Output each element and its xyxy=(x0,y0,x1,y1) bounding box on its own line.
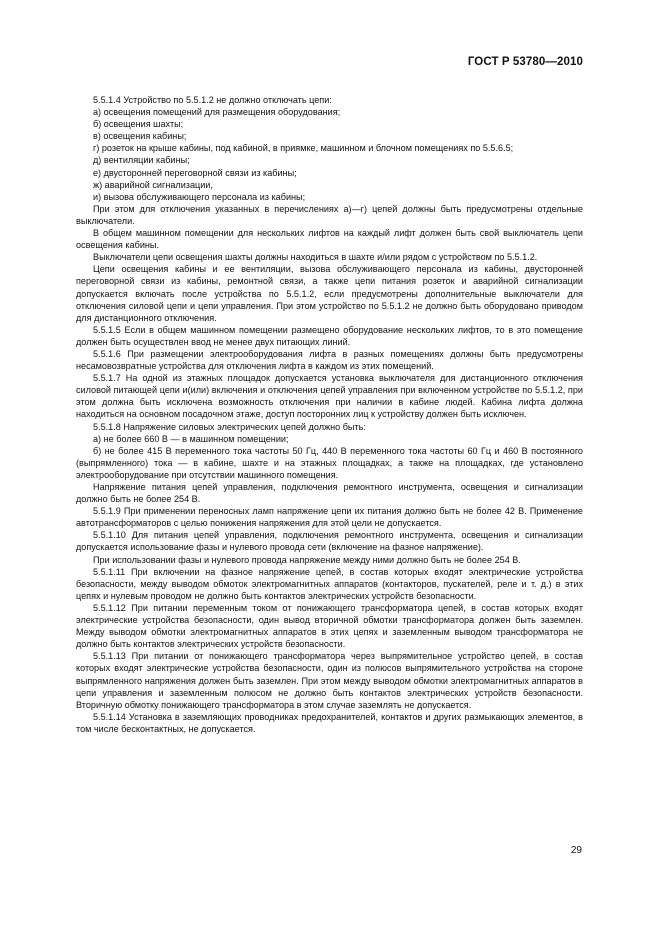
paragraph: При этом для отключения указанных в перечислениях а)—г) цепей должны быть предусмотрены отдельные выключатели. xyxy=(76,203,583,226)
paragraph: е) двусторонней переговорной связи из кабины; xyxy=(93,167,297,178)
paragraph: 5.5.1.5 Если в общем машинном помещении размещено оборудование нескольких лифтов, то в это помещение должен быть осуществлен ввод не менее двух питающих линий. xyxy=(76,324,583,347)
document-id-header: ГОСТ Р 53780—2010 xyxy=(467,56,583,68)
paragraph: 5.5.1.12 При питании переменным током от понижающего трансформатора цепей, в состав которых входят электрические устройства безопасности, один вывод вторичной обмотки трансформатора должен быть заземлен. Между выводом обмотки электромагнитных аппаратов в этих цепях и заземленным выводом трансформатора не должно быть контактов электрических устройств безопасности. xyxy=(76,602,583,650)
paragraph: 5.5.1.9 При применении переносных ламп напряжение цепи их питания должно быть не более 42 В. Применение автотрансформаторов с целью понижения напряжения для этой цели не допускается. xyxy=(76,506,583,529)
paragraph: Цепи освещения кабины и ее вентиляции, вызова обслуживающего персонала из кабины, двусторонней переговорной связи из кабины, ремонтной связи, а также цепи питания розеток и аварийной сигнализации допускается включать после устройства по 5.5.1.2, если предусмотрены дополнительные выключатели для отключения силовой цепи и цепи управления. При этом устройство по 5.5.1.2 не должно быть оборудовано приводом для дистанционного отключения. xyxy=(76,264,583,323)
paragraph: Напряжение питания цепей управления, подключения ремонтного инструмента, освещения и сигнализации должно быть не более 254 В. xyxy=(76,482,583,505)
paragraph: 5.5.1.6 При размещении электрооборудования лифта в разных помещениях должны быть предусмотрены несамовозвратные устройства для отключения лифта в каждом из этих помещений. xyxy=(76,348,583,372)
paragraph: 5.5.1.10 Для питания цепей управления, подключения ремонтного инструмента, освещения и сигнализации допускается использование фазы и нулевого провода сети (включение на фазное напряжение). xyxy=(76,530,583,553)
paragraph: а) не более 660 В — в машинном помещении; xyxy=(93,433,289,444)
paragraph: в) освещения кабины; xyxy=(93,131,187,142)
paragraph: 5.5.1.13 При питании от понижающего трансформатора через выпрямительное устройство цепей, в состав которых входят электрические устройства безопасности, один из полюсов выпрямительного устройства на стороне выпрямленного напряжения должен быть заземлен. При этом между выводом обмотки электромагнитных аппаратов в цепи управления и заземленным полюсом не должно быть контактов электрических устройств безопасности. Вторичную обмотку понижающего трансформатора в этом случае заземлять не допускается. xyxy=(76,651,583,710)
paragraph: В общем машинном помещении для нескольких лифтов на каждый лифт должен быть свой выключатель цепи освещения кабины. xyxy=(76,228,583,251)
paragraph: 5.5.1.8 Напряжение силовых электрических цепей должно быть: xyxy=(93,421,366,432)
paragraph: б) не более 415 В переменного тока частоты 50 Гц, 440 В переменного тока частоты 60 Гц и 460 В постоянного (выпрямленного) тока — в кабине, шахте и на этажных площадках, а также на площадках, где установлено электрооборудование при отсутствии машинного помещения. xyxy=(76,445,583,480)
paragraph: Выключатели цепи освещения шахты должны находиться в шахте и/или рядом с устройством по 5.5.1.2. xyxy=(93,252,538,263)
page-number: 29 xyxy=(570,845,582,856)
document-body xyxy=(76,94,583,735)
paragraph: 5.5.1.4 Устройство по 5.5.1.2 не должно отключать цепи: xyxy=(93,95,332,105)
paragraph: ж) аварийной сигнализации, xyxy=(93,179,213,190)
paragraph: 5.5.1.14 Установка в заземляющих проводниках предохранителей, контактов и других размыкающих элементов, в том числе бесконтактных, не допускается. xyxy=(76,711,583,734)
paragraph: 5.5.1.11 При включении на фазное напряжение цепей, в состав которых входят электрические устройства безопасности, между выводом обмоток электромагнитных аппаратов (контакторов, пускателей, реле и т. д.) в этих цепях и нулевым проводом не должно быть контактов электрических устройств безопасности. xyxy=(76,566,583,601)
paragraph: 5.5.1.7 На одной из этажных площадок допускается установка выключателя для дистанционного отключения силовой питающей цепи и(или) включения и отключения цепей управления при включенном устройстве по 5.5.1.2, при этом должна быть исключена возможность отключения при наличии в кабине людей. Кабина лифта должна находиться на основном посадочном этаже, доступ посторонних лиц к устройству должен быть исключен. xyxy=(76,373,583,420)
paragraph: При использовании фазы и нулевого провода напряжение между ними должно быть не более 254 В. xyxy=(93,554,521,565)
paragraph: и) вызова обслуживающего персонала из кабины; xyxy=(93,191,306,202)
paragraph: а) освещения помещений для размещения оборудования; xyxy=(93,107,341,118)
paragraph: б) освещения шахты; xyxy=(93,119,184,130)
paragraph: д) вентиляции кабины; xyxy=(93,155,190,166)
paragraph: г) розеток на крыше кабины, под кабиной, в приямке, машинном и блочном помещениях по 5.5.6.5; xyxy=(93,143,514,154)
